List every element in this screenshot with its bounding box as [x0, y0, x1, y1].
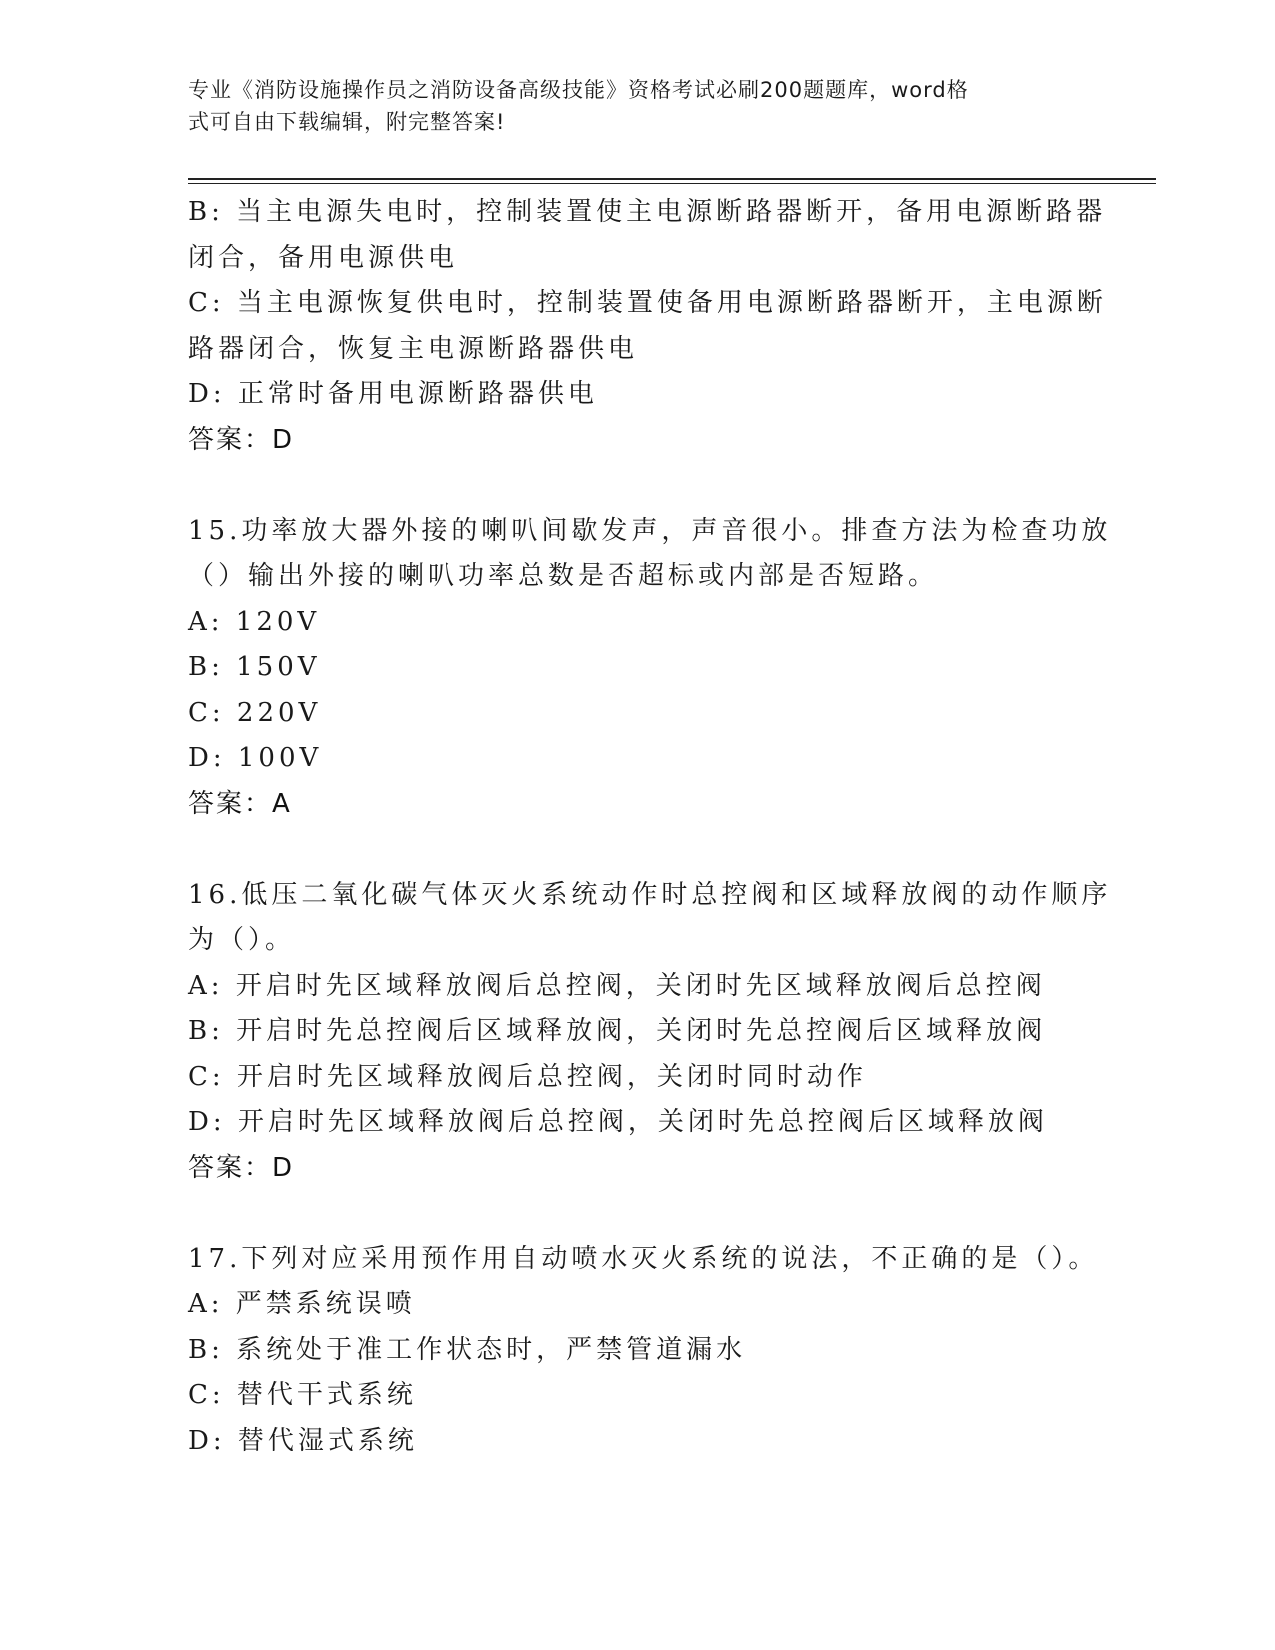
header-divider-thick — [188, 178, 1156, 180]
question-17 — [188, 1237, 1099, 1465]
header-line-2: 式可自由下载编辑，附完整答案! — [188, 110, 506, 134]
option-c-line-1: C: 当主电源恢复供电时，控制装置使备用电源断路器断开，主电源断 — [188, 288, 1107, 318]
option-c: C: 替代干式系统 — [188, 1380, 417, 1410]
option-b-line-1: B: 当主电源失电时，控制装置使主电源断路器断开，备用电源断路器 — [188, 197, 1107, 227]
option-d: D: 开启时先区域释放阀后总控阀，关闭时先总控阀后区域释放阀 — [188, 1107, 1048, 1137]
question-list — [188, 190, 1112, 1464]
option-b: B: 系统处于准工作状态时，严禁管道漏水 — [188, 1334, 747, 1365]
option-a: A: 严禁系统误喷 — [188, 1289, 416, 1319]
header-line-1: 专业《消防设施操作员之消防设备高级技能》资格考试必刷200题题库，word格 — [188, 78, 969, 102]
question-16 — [188, 873, 1112, 1192]
answer-label: 答案：D — [188, 424, 295, 455]
answer-label: 答案：D — [188, 1152, 295, 1183]
question-14-continued — [188, 190, 1107, 463]
document-header — [188, 74, 1068, 138]
question-spacer — [188, 463, 1088, 509]
option-b-line-2: 闭合，备用电源供电 — [188, 242, 459, 273]
option-d: D: 100V — [188, 743, 323, 773]
header-divider-thin — [188, 183, 1156, 184]
option-c-line-2: 路器闭合，恢复主电源断路器供电 — [188, 333, 639, 364]
question-stem-line-1: 16.低压二氧化碳气体灭火系统动作时总控阀和区域释放阀的动作顺序 — [188, 879, 1112, 910]
question-spacer — [188, 827, 1088, 873]
question-stem-line-2: 为（）。 — [188, 925, 296, 955]
option-c: C: 开启时先区域释放阀后总控阀，关闭时同时动作 — [188, 1061, 867, 1092]
option-a: A: 开启时先区域释放阀后总控阀，关闭时先区域释放阀后总控阀 — [188, 970, 1046, 1001]
option-b: B: 150V — [188, 652, 321, 682]
option-a: A: 120V — [188, 606, 321, 637]
option-b: B: 开启时先总控阀后区域释放阀，关闭时先总控阀后区域释放阀 — [188, 1016, 1047, 1046]
question-stem-line-1: 17.下列对应采用预作用自动喷水灭火系统的说法，不正确的是（）。 — [188, 1243, 1099, 1274]
option-d: D: 替代湿式系统 — [188, 1425, 418, 1456]
option-d: D: 正常时备用电源断路器供电 — [188, 379, 598, 409]
question-spacer — [188, 1191, 1088, 1237]
option-c: C: 220V — [188, 697, 322, 728]
question-stem-line-2: （）输出外接的喇叭功率总数是否超标或内部是否短路。 — [188, 561, 939, 591]
question-stem-line-1: 15.功率放大器外接的喇叭间歇发声，声音很小。排查方法为检查功放 — [188, 515, 1112, 546]
question-15 — [188, 509, 1112, 828]
answer-label: 答案：A — [188, 788, 292, 819]
